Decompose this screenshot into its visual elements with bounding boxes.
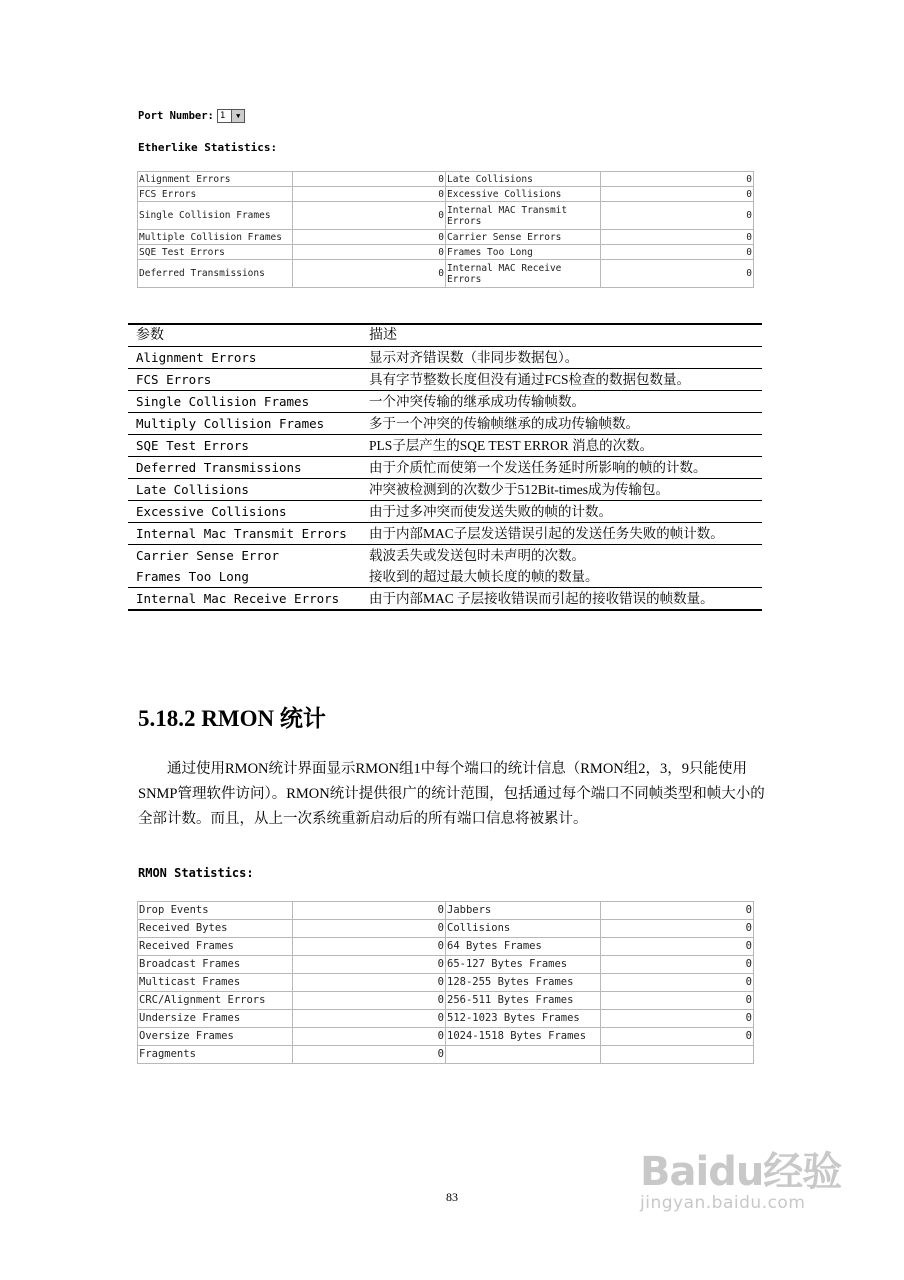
stat-name: Multicast Frames bbox=[138, 974, 293, 992]
stat-name: Internal MAC Receive Errors bbox=[446, 260, 601, 288]
param-row bbox=[128, 523, 762, 545]
stat-value: 0 bbox=[293, 245, 446, 260]
param-name: FCS Errors bbox=[128, 369, 364, 391]
stat-value: 0 bbox=[293, 902, 446, 920]
param-row bbox=[128, 369, 762, 391]
stat-value: 0 bbox=[601, 938, 754, 956]
rmon-title: RMON Statistics: bbox=[138, 866, 254, 880]
stat-value: 0 bbox=[293, 1028, 446, 1046]
param-row bbox=[128, 435, 762, 457]
stat-row bbox=[138, 202, 754, 230]
param-row bbox=[128, 391, 762, 413]
stat-name: Deferred Transmissions bbox=[138, 260, 293, 288]
stat-name: 256-511 Bytes Frames bbox=[446, 992, 601, 1010]
param-name: Single Collision Frames bbox=[128, 391, 364, 413]
stat-row bbox=[138, 187, 754, 202]
watermark-logo: Baidu经验 bbox=[640, 1149, 842, 1195]
param-desc: 冲突被检测到的次数少于512Bit-times成为传输包。 bbox=[364, 479, 762, 501]
param-desc: 由于过多冲突而使发送失败的帧的计数。 bbox=[364, 501, 762, 523]
param-desc: 多于一个冲突的传输帧继承的成功传输帧数。 bbox=[364, 413, 762, 435]
param-desc: 载波丢失或发送包时未声明的次数。 bbox=[364, 545, 762, 567]
param-header-row bbox=[128, 324, 762, 347]
stat-name: Frames Too Long bbox=[446, 245, 601, 260]
stat-value: 0 bbox=[601, 172, 754, 187]
stat-value: 0 bbox=[601, 974, 754, 992]
param-desc: 由于内部MAC子层发送错误引起的发送任务失败的帧计数。 bbox=[364, 523, 762, 545]
param-desc: 一个冲突传输的继承成功传输帧数。 bbox=[364, 391, 762, 413]
stat-value bbox=[601, 1046, 754, 1064]
param-name: SQE Test Errors bbox=[128, 435, 364, 457]
stat-value: 0 bbox=[601, 1028, 754, 1046]
stat-name: Drop Events bbox=[138, 902, 293, 920]
watermark bbox=[640, 1140, 841, 1213]
param-desc: 显示对齐错误数（非同步数据包）。 bbox=[369, 350, 579, 365]
param-name: Internal Mac Receive Errors bbox=[128, 588, 364, 611]
param-name: Frames Too Long bbox=[136, 569, 249, 584]
stat-row bbox=[138, 956, 754, 974]
parameter-table bbox=[128, 323, 762, 611]
param-row bbox=[128, 566, 762, 588]
stat-row bbox=[138, 172, 754, 187]
port-number-value: 1 bbox=[219, 111, 226, 121]
stat-name: Alignment Errors bbox=[138, 172, 293, 187]
stat-name: 1024-1518 Bytes Frames bbox=[446, 1028, 601, 1046]
param-row bbox=[128, 479, 762, 501]
stat-name: Collisions bbox=[446, 920, 601, 938]
watermark-url: jingyan.baidu.com bbox=[640, 1193, 806, 1213]
stat-value: 0 bbox=[601, 920, 754, 938]
stat-name: Excessive Collisions bbox=[446, 187, 601, 202]
param-desc: 由于介质忙而使第一个发送任务延时所影响的帧的计数。 bbox=[364, 457, 762, 479]
section-heading: 5.18.2 RMON 统计 bbox=[138, 706, 326, 731]
stat-row bbox=[138, 1010, 754, 1028]
port-number-label: Port Number: bbox=[138, 110, 214, 122]
stat-value: 0 bbox=[293, 172, 446, 187]
stat-name: Fragments bbox=[138, 1046, 293, 1064]
rmon-stats-table bbox=[137, 901, 754, 1064]
param-row bbox=[128, 413, 762, 435]
stat-name: Undersize Frames bbox=[138, 1010, 293, 1028]
param-row bbox=[128, 501, 762, 523]
param-desc: 具有字节整数长度但没有通过FCS检查的数据包数量。 bbox=[364, 369, 762, 391]
stat-row bbox=[138, 230, 754, 245]
stat-value: 0 bbox=[601, 260, 754, 288]
stat-value: 0 bbox=[293, 1010, 446, 1028]
stat-name: Oversize Frames bbox=[138, 1028, 293, 1046]
stat-name: Late Collisions bbox=[446, 172, 601, 187]
param-row bbox=[128, 545, 762, 567]
stat-value: 0 bbox=[601, 902, 754, 920]
section-paragraph: 通过使用RMON统计界面显示RMON组1中每个端口的统计信息（RMON组2，3，9只能使用SNMP管理软件访问）。RMON统计提供很广的统计范围，包括通过每个端口不同帧类型和帧大小的全部计数。而且，从上一次系统重新启动后的所有端口信息将被累计。 bbox=[138, 761, 765, 827]
param-name: Excessive Collisions bbox=[128, 501, 364, 523]
param-name: Internal Mac Transmit Errors bbox=[128, 523, 364, 545]
param-row bbox=[128, 457, 762, 479]
port-number-row bbox=[138, 109, 245, 123]
stat-name bbox=[446, 1046, 601, 1064]
stat-row bbox=[138, 974, 754, 992]
stat-row bbox=[138, 920, 754, 938]
param-name: Multiply Collision Frames bbox=[128, 413, 364, 435]
port-number-select[interactable] bbox=[217, 109, 245, 123]
param-header-col2: 描述 bbox=[364, 324, 762, 347]
stat-value: 0 bbox=[293, 956, 446, 974]
stat-value: 0 bbox=[601, 230, 754, 245]
stat-value: 0 bbox=[293, 974, 446, 992]
param-row bbox=[128, 347, 762, 369]
stat-value: 0 bbox=[293, 1046, 446, 1064]
stat-value: 0 bbox=[601, 956, 754, 974]
param-header-col1: 参数 bbox=[128, 324, 364, 347]
param-name: Deferred Transmissions bbox=[128, 457, 364, 479]
stat-value: 0 bbox=[293, 202, 446, 230]
stat-value: 0 bbox=[601, 1010, 754, 1028]
param-desc: PLS子层产生的SQE TEST ERROR 消息的次数。 bbox=[364, 435, 762, 457]
page-number: 83 bbox=[446, 1190, 458, 1204]
stat-value: 0 bbox=[601, 245, 754, 260]
stat-name: Received Bytes bbox=[138, 920, 293, 938]
param-desc: 接收到的超过最大帧长度的帧的数量。 bbox=[369, 569, 599, 584]
stat-row bbox=[138, 260, 754, 288]
stat-name: 65-127 Bytes Frames bbox=[446, 956, 601, 974]
stat-name: 512-1023 Bytes Frames bbox=[446, 1010, 601, 1028]
stat-value: 0 bbox=[293, 992, 446, 1010]
param-name: Alignment Errors bbox=[136, 350, 257, 365]
stat-value: 0 bbox=[293, 920, 446, 938]
stat-row bbox=[138, 1028, 754, 1046]
stat-name: SQE Test Errors bbox=[138, 245, 293, 260]
stat-row bbox=[138, 938, 754, 956]
stat-name: CRC/Alignment Errors bbox=[138, 992, 293, 1010]
stat-name: FCS Errors bbox=[138, 187, 293, 202]
etherlike-stats-table bbox=[137, 171, 754, 288]
stat-value: 0 bbox=[293, 187, 446, 202]
stat-value: 0 bbox=[293, 260, 446, 288]
stat-name: 128-255 Bytes Frames bbox=[446, 974, 601, 992]
stat-row bbox=[138, 992, 754, 1010]
stat-name: 64 Bytes Frames bbox=[446, 938, 601, 956]
stat-name: Carrier Sense Errors bbox=[446, 230, 601, 245]
stat-name: Broadcast Frames bbox=[138, 956, 293, 974]
param-name: Late Collisions bbox=[128, 479, 364, 501]
stat-name: Received Frames bbox=[138, 938, 293, 956]
chevron-down-icon[interactable]: ▼ bbox=[231, 110, 244, 122]
param-desc: 由于内部MAC 子层接收错误而引起的接收错误的帧数量。 bbox=[364, 588, 762, 611]
stat-row bbox=[138, 245, 754, 260]
stat-value: 0 bbox=[293, 230, 446, 245]
stat-value: 0 bbox=[601, 992, 754, 1010]
stat-value: 0 bbox=[601, 187, 754, 202]
etherlike-title: Etherlike Statistics: bbox=[138, 141, 278, 154]
stat-row bbox=[138, 902, 754, 920]
param-name: Carrier Sense Error bbox=[128, 545, 364, 567]
stat-value: 0 bbox=[601, 202, 754, 230]
stat-row bbox=[138, 1046, 754, 1064]
param-row bbox=[128, 588, 762, 611]
stat-value: 0 bbox=[293, 938, 446, 956]
stat-name: Jabbers bbox=[446, 902, 601, 920]
stat-name: Single Collision Frames bbox=[138, 202, 293, 230]
stat-name: Multiple Collision Frames bbox=[138, 230, 293, 245]
stat-name: Internal MAC Transmit Errors bbox=[446, 202, 601, 230]
